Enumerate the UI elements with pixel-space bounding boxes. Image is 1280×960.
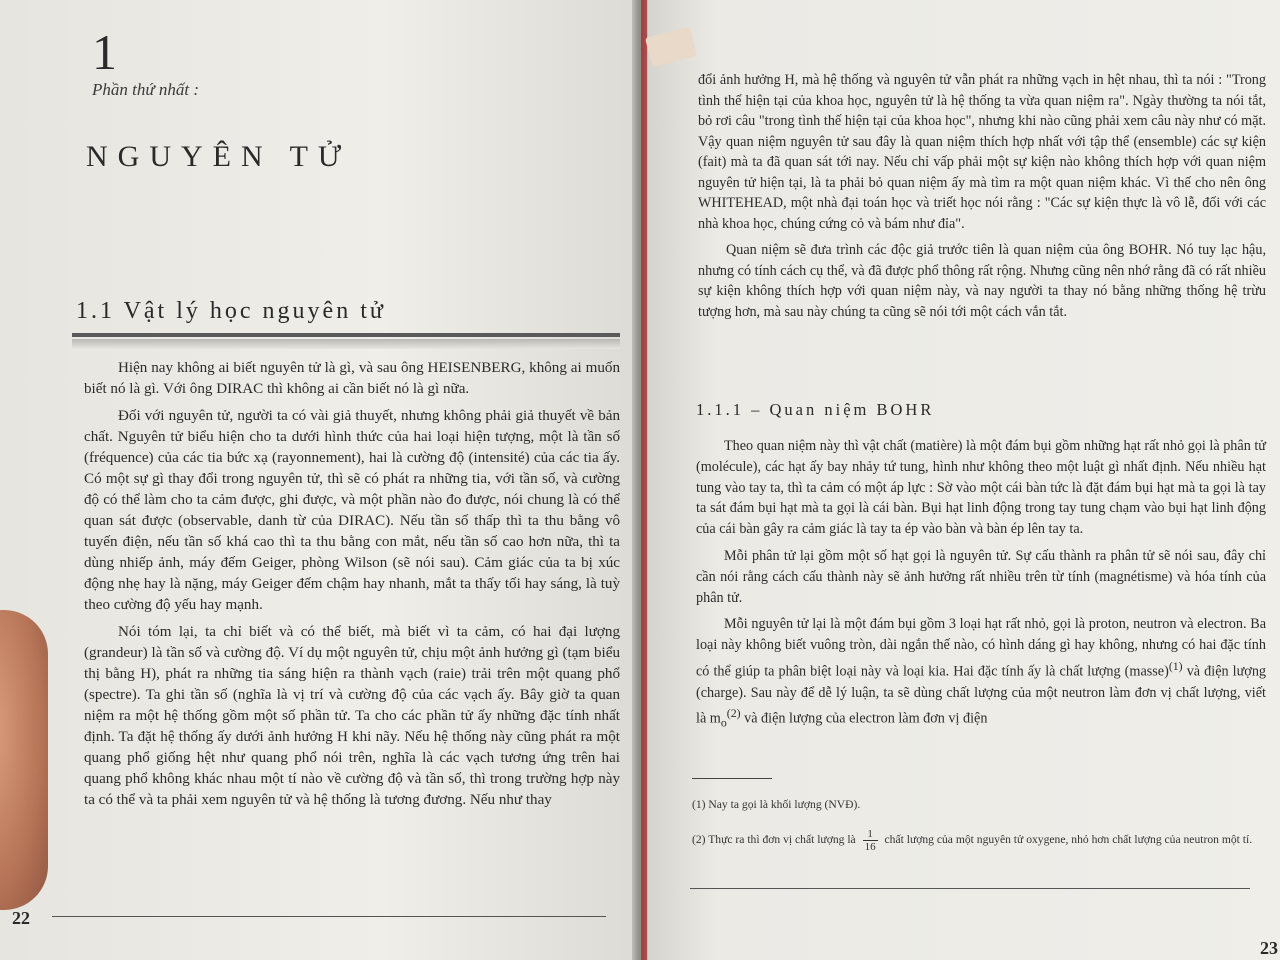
footnote-ref: (2) <box>726 706 741 721</box>
left-body-text <box>84 358 620 817</box>
paragraph <box>696 614 1266 733</box>
footer-rule-right <box>690 888 1250 889</box>
paragraph: Hiện nay không ai biết nguyên tử là gì, và sau ông HEISENBERG, không ai muốn biết nó là gì. Với ông DIRAC thì không ai cần biết nó là gì nữa. <box>84 360 620 397</box>
subsection-heading: 1.1.1 – Quan niệm BOHR <box>696 400 935 419</box>
part-label: Phần thứ nhất : <box>92 80 200 99</box>
spine-binding <box>641 0 647 960</box>
page-number-left: 22 <box>12 908 30 928</box>
footer-rule-left <box>52 916 606 917</box>
footnote-text: chất lượng của một nguyên tử oxygene, nhỏ hơn chất lượng của neutron một tí. <box>884 833 1253 846</box>
section-heading: 1.1 Vật lý học nguyên tử <box>76 298 386 324</box>
subscript: o <box>720 715 727 730</box>
footnote-2 <box>692 826 1262 854</box>
footnote-ref: (1) <box>1168 658 1183 673</box>
thumb <box>0 610 48 910</box>
paragraph: Mỗi phân tử lại gồm một số hạt gọi là nguyên tử. Sự cấu thành ra phân tử sẽ nói sau, đây chỉ cần nói rằng cách cấu thành này sẽ ảnh hưởng rất nhiều trên từ tính (magnétisme) và hóa tính của phân tử. <box>696 547 1266 606</box>
paragraph-text: và điện lượng (charge). Sau này để dễ lý luận, ta sẽ dùng chất lượng của một neutron làm đơn vị chất lượng, viết là m <box>696 663 1267 728</box>
fraction-numerator: 1 <box>863 828 878 841</box>
fraction <box>863 828 878 853</box>
right-page <box>640 0 1280 960</box>
section-rule <box>72 333 620 337</box>
page-number-right: 23 <box>1260 938 1278 958</box>
paragraph-text: và điện lượng của electron làm đơn vị điện <box>740 711 988 728</box>
footnote-1: (1) Nay ta gọi là khối lượng (NVĐ). <box>692 798 861 811</box>
paragraph: Theo quan niệm này thì vật chất (matière) là một đám bụi gồm những hạt rất nhỏ gọi là phân tử (molécule), các hạt ấy bay nhảy tứ tung, hình như không theo một luật gì nhất định. Nếu nhiều hạt tung vào tay ta, thì ta cảm có một áp lực : Sờ vào một cái bàn tức là đặt đám bụi hạt mà ta gọi là tay ta sát đám bụi hạt mà ta gọi là cái bàn. Bụi hạt linh động trong tay tung chạm vào bụi hạt linh động của cái bàn gây ra cảm giác là tay ta ép vào bàn và bàn ép lên tay ta. <box>696 438 1266 538</box>
footnote-rule <box>692 778 772 779</box>
chapter-number: 1 <box>92 24 117 80</box>
right-body-text-top <box>698 70 1266 328</box>
footnote-text: (2) Thực ra thì đơn vị chất lượng là <box>692 833 856 846</box>
paragraph: đổi ảnh hưởng H, mà hệ thống và nguyên tử vẫn phát ra những vạch in hệt nhau, thì ta nói : "Trong tình thế hiện tại của khoa học, nguyên tử là hệ thống ta vừa quan niệm ra". Ngày thường ta nói tắt, bỏ rơi câu "trong tình thế hiện tại của khoa học", nhưng khi nào cũng phải xem câu này như có mặt. Vậy quan niệm nguyên tử sau đây là quan niệm thích hợp nhất với tập thể (ensemble) các sự kiện (fait) mà ta đã quan sát tới nay. Nếu chỉ vấp phải một sự kiện nào không thích hợp với quan niệm nguyên tử hiện tại, là ta phải bỏ quan niệm ấy mà tìm ra một quan niệm khác. Vì thế cho nên ông WHITEHEAD, một nhà đại toán học và triết học nói rằng : "Các sự kiện thực là vô lễ, đối với các nhà khoa học, chúng cứng cỏ và bám như đỉa". <box>698 72 1266 232</box>
right-body-text-bottom <box>696 436 1266 740</box>
paragraph: Đối với nguyên tử, người ta có vài giả thuyết, nhưng không phải giả thuyết về bản chất. Nguyên tử biểu hiện cho ta dưới hình thức của hai loại hiện tượng, một là tần số (fréquence) của các tia bức xạ (rayonnement), hai là cường độ (intensité) của các tia ấy. Có một sự gì thay đổi trong nguyên tử, thì sẽ có phát ra những tia, với tần số, và cường độ có thể làm cho ta cảm được, ghi được, và một phần nào đo được, nói chung là có thể quan sát được (observable, danh từ của DIRAC). Nếu tần số thấp thì ta thu bằng vô tuyến điện, nếu tần số khá cao thì ta thu bằng con mắt, nếu tần số cao hơn nữa, thì ta dùng nhiếp ảnh, máy đếm Geiger, phòng Wilson (sẽ nói sau). Cảm giác của ta bị xúc động nhẹ hay là nặng, máy Geiger đếm chậm hay nhanh, mắt ta thấy tối hay sáng, là tuỳ theo cường độ yếu hay mạnh. <box>84 408 620 613</box>
paragraph: Nói tóm lại, ta chỉ biết và có thể biết, mà biết vì ta cảm, có hai đại lượng (grandeur) là tần số và cường độ. Ví dụ một nguyên tử, chịu một ảnh hưởng gì (tạm biểu thị bằng H), phát ra những tia sáng hiện ra thành vạch (raie) trải trên một quang phổ (spectre). Ta ghi tần số (nghĩa là vị trí và cường độ của các vạch ấy. Bây giờ ta quan niệm ra một hệ thống gồm một số phần tử. Ta cho các phần tử ấy những đặc tính nhất định. Ta đặt hệ thống ấy dưới ảnh hưởng H khi nãy. Nếu hệ thống này cũng phát ra một quang phổ giống hệt như quang phổ nói trên, nghĩa là các vạch tương ứng trên hai quang phổ không khác nhau một tí nào về cường độ và tần số, thì trong trường hợp này ta có thể và ta phải xem nguyên tử và hệ thống là tương đương. Nếu như thay <box>84 624 620 808</box>
section-rule-shadow <box>72 339 620 349</box>
paragraph: Quan niệm sẽ đưa trình các độc giả trước tiên là quan niệm của ông BOHR. Nó tuy lạc hậu, nhưng có tính cách cụ thể, và đã được phổ thông rất rộng. Nhưng cũng nên nhớ rằng đã có rất nhiều sự kiện không thích hợp với quan niệm này, và nay người ta thay nó bằng những thống hệ trừu tượng hơn, mà sau này chúng ta cũng sẽ nói tới một cách vắn tắt. <box>698 242 1266 320</box>
fraction-denominator: 16 <box>864 840 876 853</box>
paragraph-text: Mỗi nguyên tử lại là một đám bụi gồm 3 loại hạt rất nhỏ, gọi là proton, neutron và electron. Ba loại này không biết vuông tròn, dài ngắn thế nào, có hình dáng gì hay không, nhưng có hai đặc tính có thể giúp ta phân biệt loại này và loại kia. Hai đặc tính ấy là chất lượng (masse) <box>696 616 1266 680</box>
chapter-title: NGUYÊN TỬ <box>86 140 352 173</box>
